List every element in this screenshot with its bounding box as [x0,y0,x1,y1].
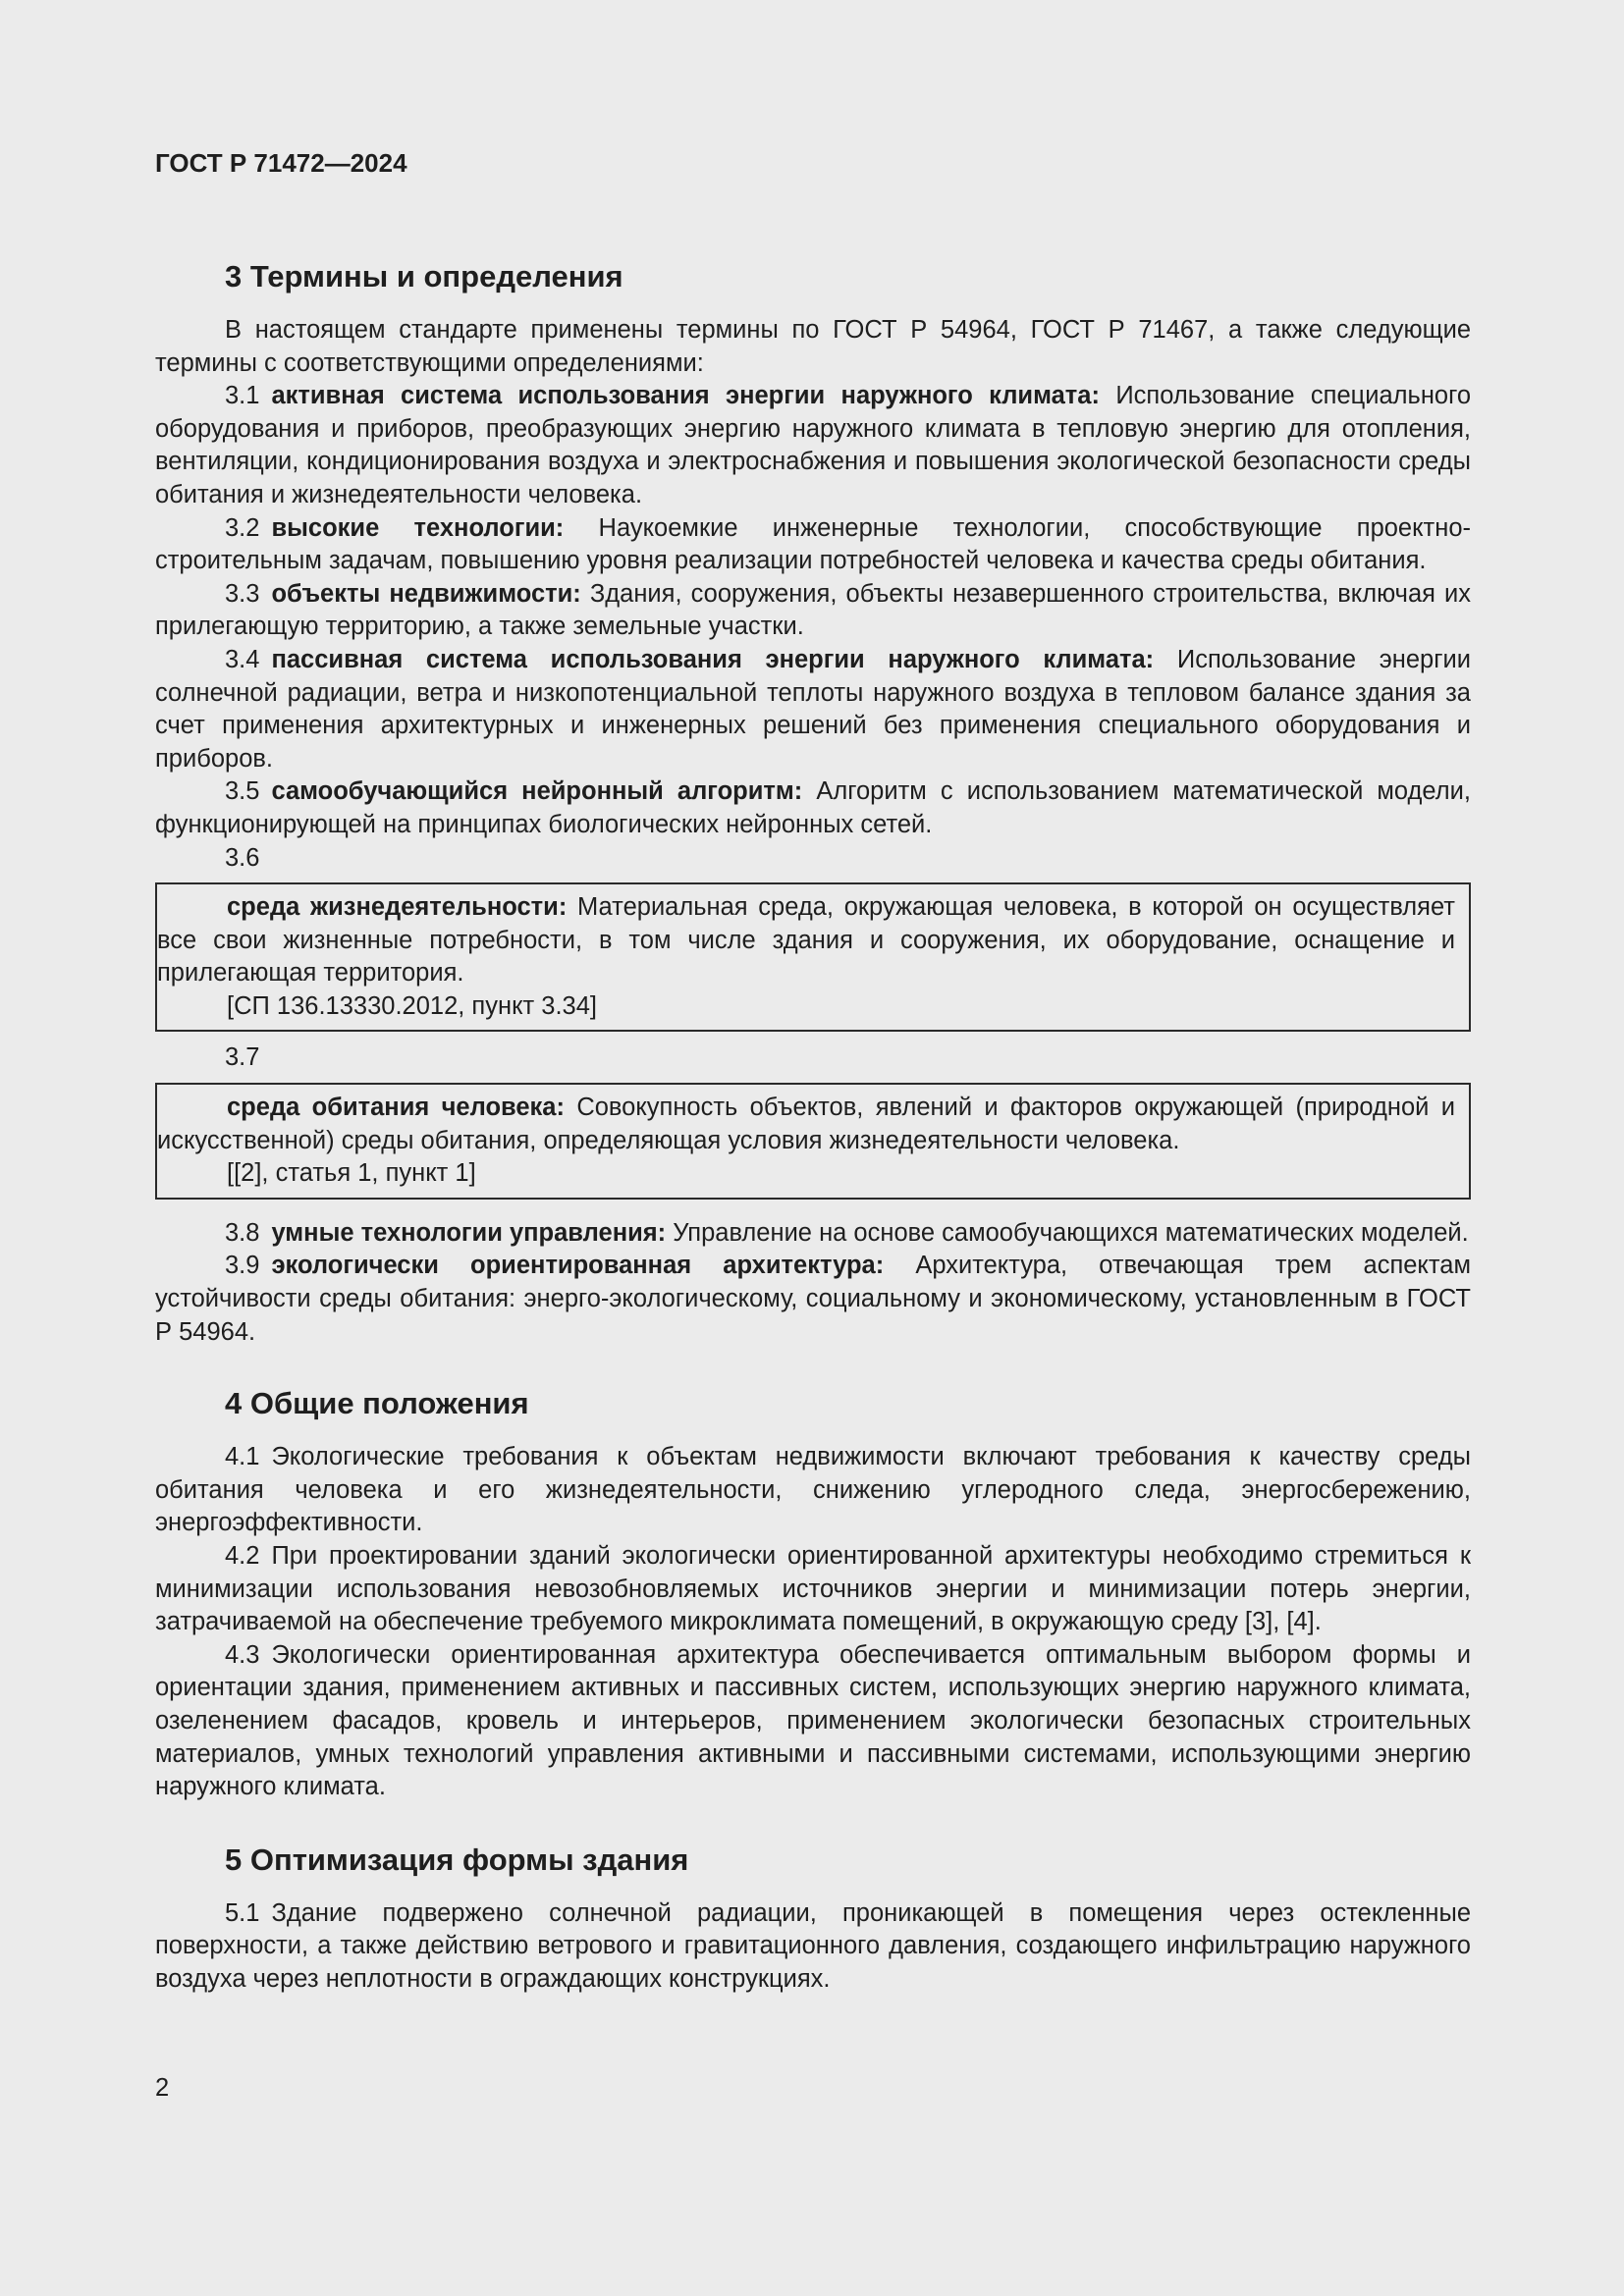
term-3-2 [155,512,1471,578]
clause-text: Экологические требования к объектам недвижимости включают требования к качеству среды обитания человека и его жизнедеятельности, снижению углеродного следа, энергосбережению, энергоэффективности. [155,1443,1471,1537]
page-number: 2 [155,2074,170,2102]
document-page [155,145,1471,1997]
clause-number: 4.2 [225,1542,260,1570]
clause-number: 4.1 [225,1443,260,1471]
term-definition: Наукоемкие инженерные технологии, способствующие проектно-строительным задачам, повышению уровня реализации потребностей человека и качества среды обитания. [155,513,1471,575]
term-definition: Алгоритм с использованием математической модели, функционирующей на принципах биологических нейронных сетей. [155,777,1471,838]
clause-4-1 [155,1441,1471,1540]
term-3-5 [155,775,1471,841]
term-name: активная система использования энергии наружного климата: [271,382,1100,410]
term-name: высокие технологии: [271,513,565,542]
term-number: 3.3 [225,579,260,608]
clause-number: 5.1 [225,1898,260,1927]
section-3-heading: 3 Термины и определения [225,259,623,294]
term-3-6 [157,891,1455,990]
clause-4-2 [155,1540,1471,1639]
term-3-4 [155,644,1471,775]
quoted-definition-box-3-6 [155,882,1471,1032]
term-number: 3.9 [225,1252,260,1280]
clause-text: Здание подвержено солнечной радиации, проникающей в помещения через остекленные поверхности, а также действию ветрового и гравитационного давления, создающего инфильтрацию наружного воздуха через неплотности в ограждающих конструкциях. [155,1898,1471,1993]
term-definition: Совокупность объектов, явлений и факторов окружающей (природной и искусственной) среды обитания, определяющая условия жизнедеятельности человека. [157,1094,1455,1154]
term-3-1 [155,380,1471,511]
term-definition: Использование энергии солнечной радиации, ветра и низкопотенциальной теплоты наружного воздуха в тепловом балансе здания за счет применения архитектурных и инженерных решений без применения специального оборудования и приборов. [155,645,1471,773]
term-3-3 [155,578,1471,644]
document-header: ГОСТ Р 71472—2024 [155,148,407,178]
term-name: среда обитания человека: [227,1094,565,1122]
term-number: 3.5 [225,777,260,806]
term-3-7-number: 3.7 [225,1043,260,1072]
term-name: умные технологии управления: [271,1218,667,1247]
term-name: пассивная система использования энергии наружного климата: [271,645,1155,673]
term-name: экологически ориентированная архитектура: [271,1252,885,1280]
term-3-7 [157,1092,1455,1157]
term-number: 3.1 [225,382,260,410]
term-number: 3.2 [225,513,260,542]
term-definition: Здания, сооружения, объекты незавершенного строительства, включая их прилегающую территорию, а также земельные участки. [155,579,1471,641]
section-3-intro: В настоящем стандарте применены термины по ГОСТ Р 54964, ГОСТ Р 71467, а также следующие термины с соответствующими определениями: [155,316,1471,377]
clause-text: При проектировании зданий экологически ориентированной архитектуры необходимо стремиться к минимизации использования невозобновляемых источников энергии и минимизации потерь энергии, затрачиваемой на обеспечение требуемого микроклимата помещений, в окружающую среду [3], [4]. [155,1542,1471,1636]
term-definition: Использование специального оборудования и приборов, преобразующих энергию наружного климата в тепловую энергию для отопления, вентиляции, кондиционирования воздуха и электроснабжения и повышения экологической безопасности среды обитания и жизнедеятельности человека. [155,382,1472,508]
term-name: самообучающийся нейронный алгоритм: [271,777,803,806]
quoted-definition-box-3-7 [155,1083,1471,1200]
term-3-8 [155,1217,1471,1251]
term-source-reference: [[2], статья 1, пункт 1] [227,1159,476,1188]
term-number: 3.4 [225,645,260,673]
term-definition: Архитектура, отвечающая трем аспектам устойчивости среды обитания: энерго-экологическому, социальному и экономическому, установленным в ГОСТ Р 54964. [155,1252,1471,1346]
term-number: 3.8 [225,1218,260,1247]
section-4-heading: 4 Общие положения [225,1386,529,1421]
term-definition: Материальная среда, окружающая человека, в которой он осуществляет все свои жизненные потребности, в том числе здания и сооружения, их оборудование, оснащение и прилегающая территория. [157,893,1455,988]
clause-text: Экологически ориентированная архитектура обеспечивается оптимальным выбором формы и ориентации здания, применением активных и пассивных систем, использующих энергию наружного климата, озеленением фасадов, кровель и интерьеров, применением экологически безопасных строительных материалов, умных технологий управления активными и пассивными системами, использующими энергию наружного климата. [155,1640,1471,1801]
section-5-heading: 5 Оптимизация формы здания [225,1842,689,1877]
term-name: среда жизнедеятельности: [227,893,568,922]
clause-4-3 [155,1639,1471,1804]
clause-5-1 [155,1897,1471,1997]
term-name: объекты недвижимости: [271,579,581,608]
term-3-6-number: 3.6 [225,843,260,872]
term-source-reference: [СП 136.13330.2012, пункт 3.34] [227,991,597,1020]
clause-number: 4.3 [225,1640,260,1669]
term-definition: Управление на основе самообучающихся математических моделей. [673,1218,1469,1247]
term-3-9 [155,1250,1471,1349]
